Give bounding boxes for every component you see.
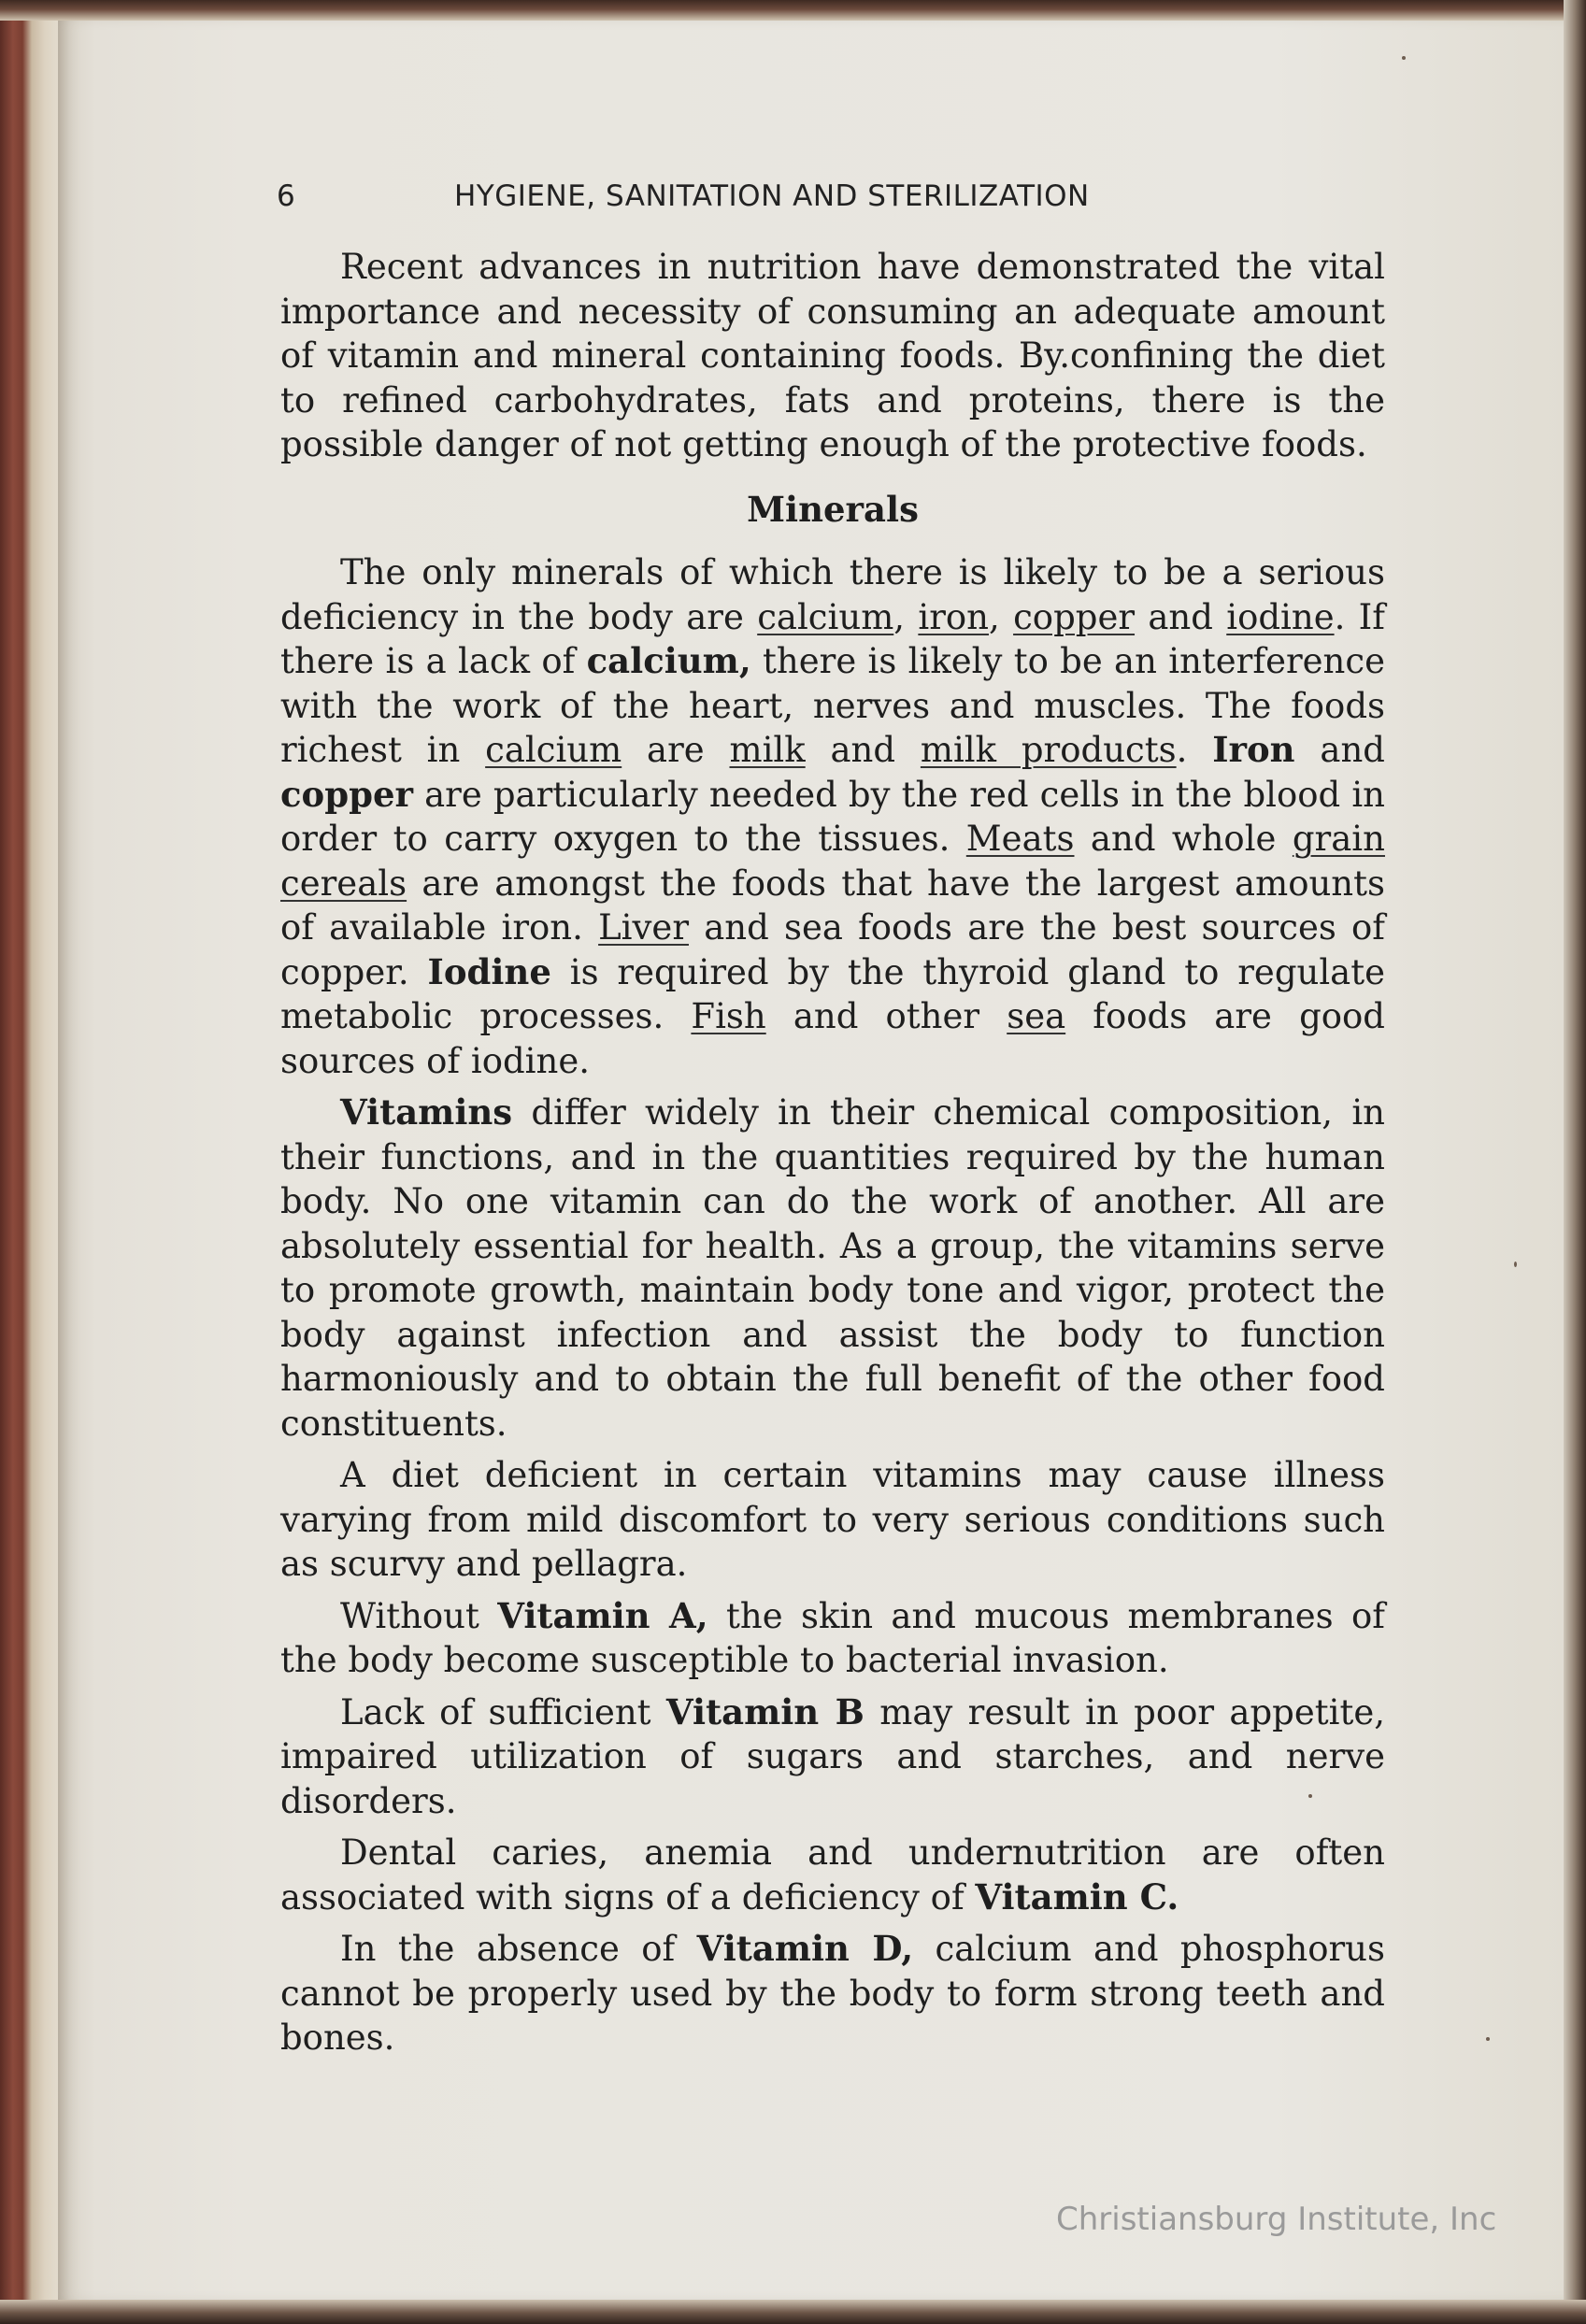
text-run: is required by the thyroid gland to regulate metabolic processes.	[280, 951, 1385, 1036]
text-run: and other	[765, 996, 1007, 1036]
bold-term: Iodine	[427, 950, 551, 992]
bold-term: calcium,	[586, 640, 751, 681]
underlined-word: milk products	[920, 730, 1177, 770]
book-top-edge	[0, 0, 1586, 21]
text-run: . If there is a lack of	[280, 596, 1385, 681]
minerals-paragraph	[280, 550, 1385, 1083]
paper-speck	[1402, 56, 1406, 60]
bold-term: Vitamin C.	[975, 1875, 1179, 1918]
intro-paragraph: Recent advances in nutrition have demonstrated the vital importance and necessity of consuming an adequate amount of vitamin and mineral containing foods. By.confining the diet to refined carbohydrates, fats and proteins, there is the possible danger of not getting enough of the protective foods.	[280, 247, 1385, 464]
vitamin-b-paragraph	[280, 1690, 1385, 1824]
bold-term: Vitamin D,	[696, 1928, 914, 1969]
section-heading-minerals: Minerals	[747, 488, 919, 530]
running-head: HYGIENE, SANITATION AND STERILIZATION	[454, 179, 1090, 213]
text-run: and whole	[1074, 819, 1293, 859]
vitamin-a-paragraph	[280, 1594, 1385, 1683]
book-bottom-edge	[0, 2300, 1586, 2324]
underlined-word: calcium	[757, 596, 894, 637]
underlined-word: calcium	[485, 730, 622, 770]
text-run: the skin and mucous membranes of the body become susceptible to bacterial invasion.	[280, 1595, 1386, 1680]
underlined-word: sea	[1007, 996, 1066, 1036]
underlined-word: iodine	[1226, 596, 1335, 637]
text-run: there is likely to be an interference with the work of the heart, nerves and muscles. The foods richest in	[280, 641, 1385, 770]
underlined-word: milk	[729, 730, 806, 770]
watermark-text: Christiansburg Institute, Inc	[1056, 2201, 1497, 2238]
text-run: foods are good sources of iodine.	[280, 996, 1385, 1081]
text-run: and	[805, 730, 921, 770]
bold-term: copper	[280, 773, 413, 815]
vitamins-paragraph	[280, 1091, 1385, 1446]
underlined-word: grain cereals	[280, 819, 1385, 904]
text-run: and	[1135, 596, 1227, 637]
text-run: In the absence of	[340, 1929, 697, 1969]
text-run: ,	[893, 596, 919, 637]
bold-term: Vitamins	[340, 1091, 513, 1133]
text-run: and	[1294, 730, 1385, 770]
text-run: are amongst the foods that have the largest amounts of available iron.	[280, 863, 1385, 948]
text-run: ,	[989, 596, 1014, 637]
text-run: Without	[340, 1595, 498, 1636]
text-run: may result in poor appetite, impaired utilization of sugars and starches, and nerve disorders.	[280, 1691, 1385, 1821]
page-header	[277, 179, 1389, 221]
bold-term: Vitamin A,	[497, 1594, 708, 1636]
paper-speck	[1514, 1262, 1517, 1267]
underlined-word: iron	[918, 596, 989, 637]
text-run: differ widely in their chemical composition, in their functions, and in the quantities required by the human body. No one vitamin can do the work of another. All are absolutely essential for health. As a group, the vitamins serve to promote growth, maintain body tone and vigor, protect the body against infection and assist the body to function harmoniously and to obtain the full benefit of the other food constituents.	[280, 1092, 1385, 1444]
page-number: 6	[277, 179, 295, 213]
page-body	[280, 245, 1385, 2060]
text-run: and sea foods are the best sources of copper.	[280, 907, 1386, 992]
text-run: are particularly needed by the red cells in the blood in order to carry oxygen to the tissues.	[280, 774, 1385, 859]
text-run: Lack of sufficient	[340, 1691, 666, 1732]
text-run: calcium and phosphorus cannot be properly used by the body to form strong teeth and bones.	[280, 1929, 1385, 2058]
paper-speck	[1486, 2037, 1490, 2041]
underlined-word: Liver	[598, 907, 689, 948]
underlined-word: copper	[1013, 596, 1136, 637]
text-run: .	[1176, 730, 1213, 770]
text-run: are	[622, 730, 730, 770]
vitamin-deficiency-paragraph: A diet deficient in certain vitamins may cause illness varying from mild discomfort to very serious conditions such as scurvy and pellagra.	[280, 1455, 1385, 1584]
vitamin-c-paragraph	[280, 1831, 1385, 1919]
text-run: The only minerals of which there is likely to be a serious deficiency in the body are	[280, 552, 1385, 637]
vitamin-d-paragraph	[280, 1927, 1385, 2060]
bold-term: Vitamin B	[665, 1690, 864, 1732]
text-run: Dental caries, anemia and undernutrition are often associated with signs of a deficiency of	[280, 1832, 1385, 1918]
bold-term: Iron	[1212, 729, 1295, 770]
underlined-word: Meats	[965, 819, 1075, 859]
underlined-word: Fish	[691, 996, 766, 1036]
book-right-edge	[1564, 0, 1586, 2324]
